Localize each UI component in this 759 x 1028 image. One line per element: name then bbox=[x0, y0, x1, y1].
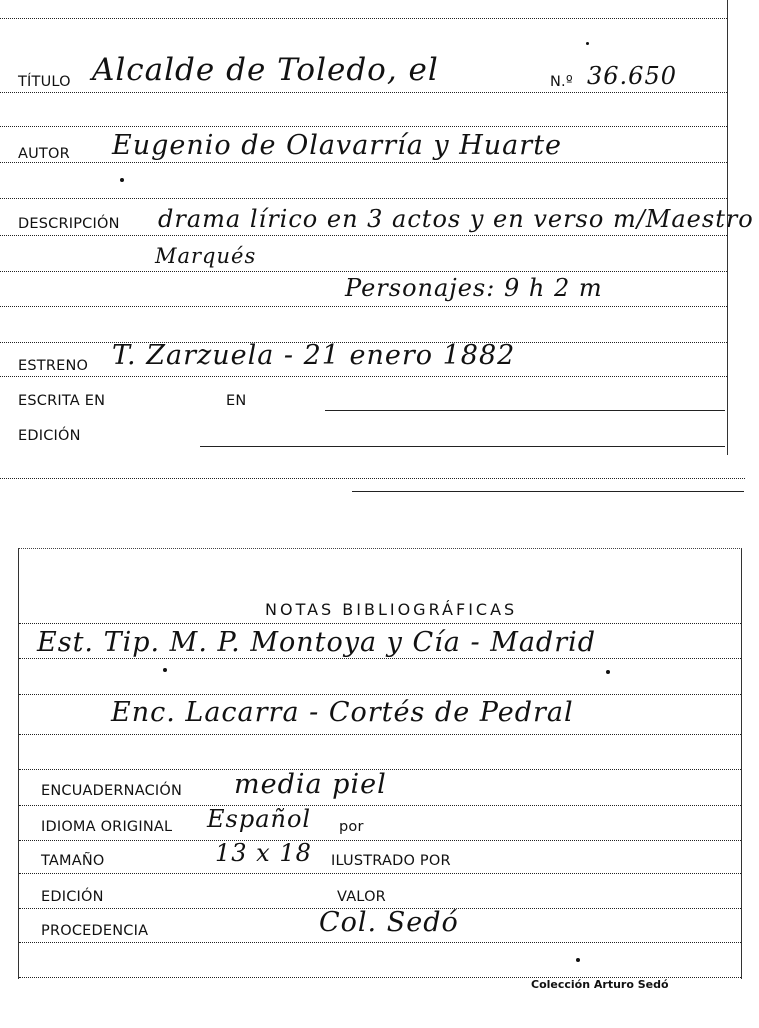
tamano-value: 13 x 18 bbox=[215, 839, 312, 867]
escrita-en-label: ESCRITA EN bbox=[18, 393, 106, 409]
numero-label: N.º bbox=[550, 74, 573, 90]
tamano-label: TAMAÑO bbox=[41, 853, 105, 869]
encuadernacion-value: media piel bbox=[234, 769, 387, 800]
encuadernacion-label: ENCUADERNACIÓN bbox=[41, 783, 183, 799]
speck bbox=[120, 178, 124, 182]
idioma-label: IDIOMA ORIGINAL bbox=[41, 819, 173, 835]
descripcion-label: DESCRIPCIÓN bbox=[18, 216, 120, 232]
card-separator bbox=[0, 478, 745, 479]
procedencia-label: PROCEDENCIA bbox=[41, 923, 149, 939]
ilustrado-label: ILUSTRADO POR bbox=[331, 853, 451, 869]
valor-label: VALOR bbox=[337, 889, 386, 905]
speck bbox=[586, 42, 589, 45]
estreno-label: ESTRENO bbox=[18, 358, 89, 374]
autor-value: Eugenio de Olavarría y Huarte bbox=[112, 130, 563, 161]
notas-heading: NOTAS BIBLIOGRÁFICAS bbox=[265, 600, 518, 619]
speck bbox=[163, 668, 167, 672]
notes-line2: Enc. Lacarra - Cortés de Pedral bbox=[111, 697, 574, 728]
bottom-catalog-card bbox=[18, 548, 742, 979]
descripcion-line3: Personajes: 9 h 2 m bbox=[345, 274, 603, 302]
edicion-label-bottom: EDICIÓN bbox=[41, 889, 104, 905]
descripcion-line1: drama lírico en 3 actos y en verso m/Maestro bbox=[158, 205, 754, 233]
descripcion-line2: Marqués bbox=[155, 244, 257, 268]
numero-value: 36.650 bbox=[587, 62, 677, 90]
card-separator-solid bbox=[352, 491, 744, 492]
speck bbox=[606, 670, 610, 674]
speck bbox=[576, 958, 580, 962]
notes-line1: Est. Tip. M. P. Montoya y Cía - Madrid bbox=[37, 627, 597, 658]
titulo-label: TÍTULO bbox=[18, 74, 71, 90]
idioma-value: Español bbox=[207, 805, 312, 833]
titulo-value: Alcalde de Toledo, el bbox=[92, 52, 439, 88]
autor-label: AUTOR bbox=[18, 146, 70, 162]
edicion-label-top: EDICIÓN bbox=[18, 428, 81, 444]
estreno-value: T. Zarzuela - 21 enero 1882 bbox=[112, 340, 516, 371]
por-label: por bbox=[339, 819, 364, 835]
top-catalog-card bbox=[0, 0, 754, 455]
procedencia-value: Col. Sedó bbox=[319, 907, 459, 938]
collection-credit: Colección Arturo Sedó bbox=[531, 978, 669, 991]
en-label: EN bbox=[226, 393, 247, 409]
